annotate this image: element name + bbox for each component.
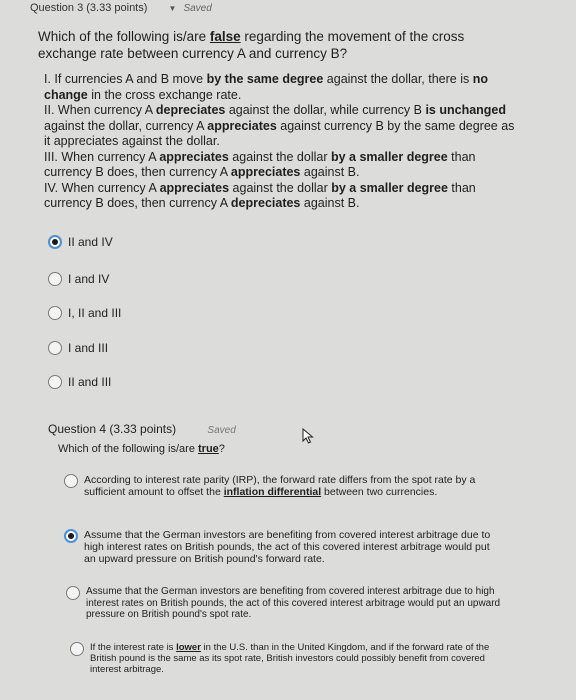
q4-option-4[interactable] bbox=[70, 642, 490, 675]
statement-2: II. When currency A depreciates against the dollar, while currency B is unchanged against the dollar, currency A appreciates against currency B by the same degree as it appreciates against the dollar. bbox=[44, 103, 515, 148]
statement-4: IV. When currency A appreciates against the dollar by a smaller degree than currency B does, then currency A depreciates against B. bbox=[44, 180, 476, 210]
q3-option-3[interactable] bbox=[48, 306, 121, 320]
option-label: I and III bbox=[68, 341, 109, 355]
q3-option-4[interactable] bbox=[48, 341, 108, 355]
statement-3: III. When currency A appreciates against the dollar by a smaller degree than currency B does, then currency A appreciates against B. bbox=[44, 149, 476, 179]
question-4-title: Question 4 (3.33 points) bbox=[48, 422, 177, 436]
question-3-header bbox=[30, 2, 212, 18]
question-3-statements bbox=[44, 72, 522, 212]
question-4-header bbox=[48, 422, 236, 436]
saved-status: Saved bbox=[183, 3, 212, 14]
q3-option-2[interactable] bbox=[48, 272, 109, 286]
radio-button-selected[interactable] bbox=[64, 529, 78, 543]
radio-button[interactable] bbox=[48, 272, 62, 286]
radio-button[interactable] bbox=[64, 474, 78, 488]
option-text: If the interest rate is lower in the U.S. than in the United Kingdom, and if the forward rate of the British pound is the same as its spot rate, British investors could possibly benefit from covered interest arbitrage. bbox=[90, 642, 490, 675]
saved-status: Saved bbox=[207, 425, 236, 436]
question-3-title: Question 3 (3.33 points) bbox=[30, 2, 148, 14]
option-label: II and III bbox=[68, 375, 112, 389]
radio-button[interactable] bbox=[48, 341, 62, 355]
option-text: According to interest rate parity (IRP), the forward rate differs from the spot rate by a sufficient amount to offset the inflation differential between two currencies. bbox=[84, 474, 476, 498]
q3-option-1[interactable] bbox=[48, 235, 113, 249]
radio-button[interactable] bbox=[48, 375, 62, 389]
radio-button[interactable] bbox=[66, 586, 80, 600]
question-4-prompt: Which of the following is/are true? bbox=[58, 443, 225, 455]
radio-button[interactable] bbox=[48, 306, 62, 320]
statement-1: I. If currencies A and B move by the same degree against the dollar, there is no change in the cross exchange rate. bbox=[44, 72, 488, 102]
option-label: I and IV bbox=[68, 272, 110, 286]
option-text: Assume that the German investors are benefiting from covered interest arbitrage due to high interest rates on British pounds, the act of this covered interest arbitrage would put an upward pressure on British pound's spot rate. bbox=[86, 586, 501, 620]
chevron-down-icon[interactable]: ▼ bbox=[168, 4, 177, 13]
option-label: I, II and III bbox=[68, 306, 122, 320]
emphasis-false: false bbox=[209, 29, 241, 44]
emphasis-true: true bbox=[198, 443, 219, 455]
question-3-prompt: Which of the following is/are false regarding the movement of the cross exchange rate between currency A and currency B? bbox=[38, 29, 465, 61]
mouse-cursor-icon bbox=[302, 428, 314, 444]
q3-option-5[interactable] bbox=[48, 375, 111, 389]
q4-option-3[interactable] bbox=[66, 586, 506, 621]
radio-button[interactable] bbox=[70, 642, 84, 656]
radio-button-selected[interactable] bbox=[48, 235, 62, 249]
option-text: Assume that the German investors are benefiting from covered interest arbitrage due to high interest rates on British pounds, the act of this covered interest arbitrage would put an upward pressure on British pound's forward rate. bbox=[84, 529, 491, 565]
q4-option-2[interactable] bbox=[64, 529, 504, 565]
option-label: II and IV bbox=[68, 235, 113, 249]
q4-option-1[interactable] bbox=[64, 474, 504, 498]
